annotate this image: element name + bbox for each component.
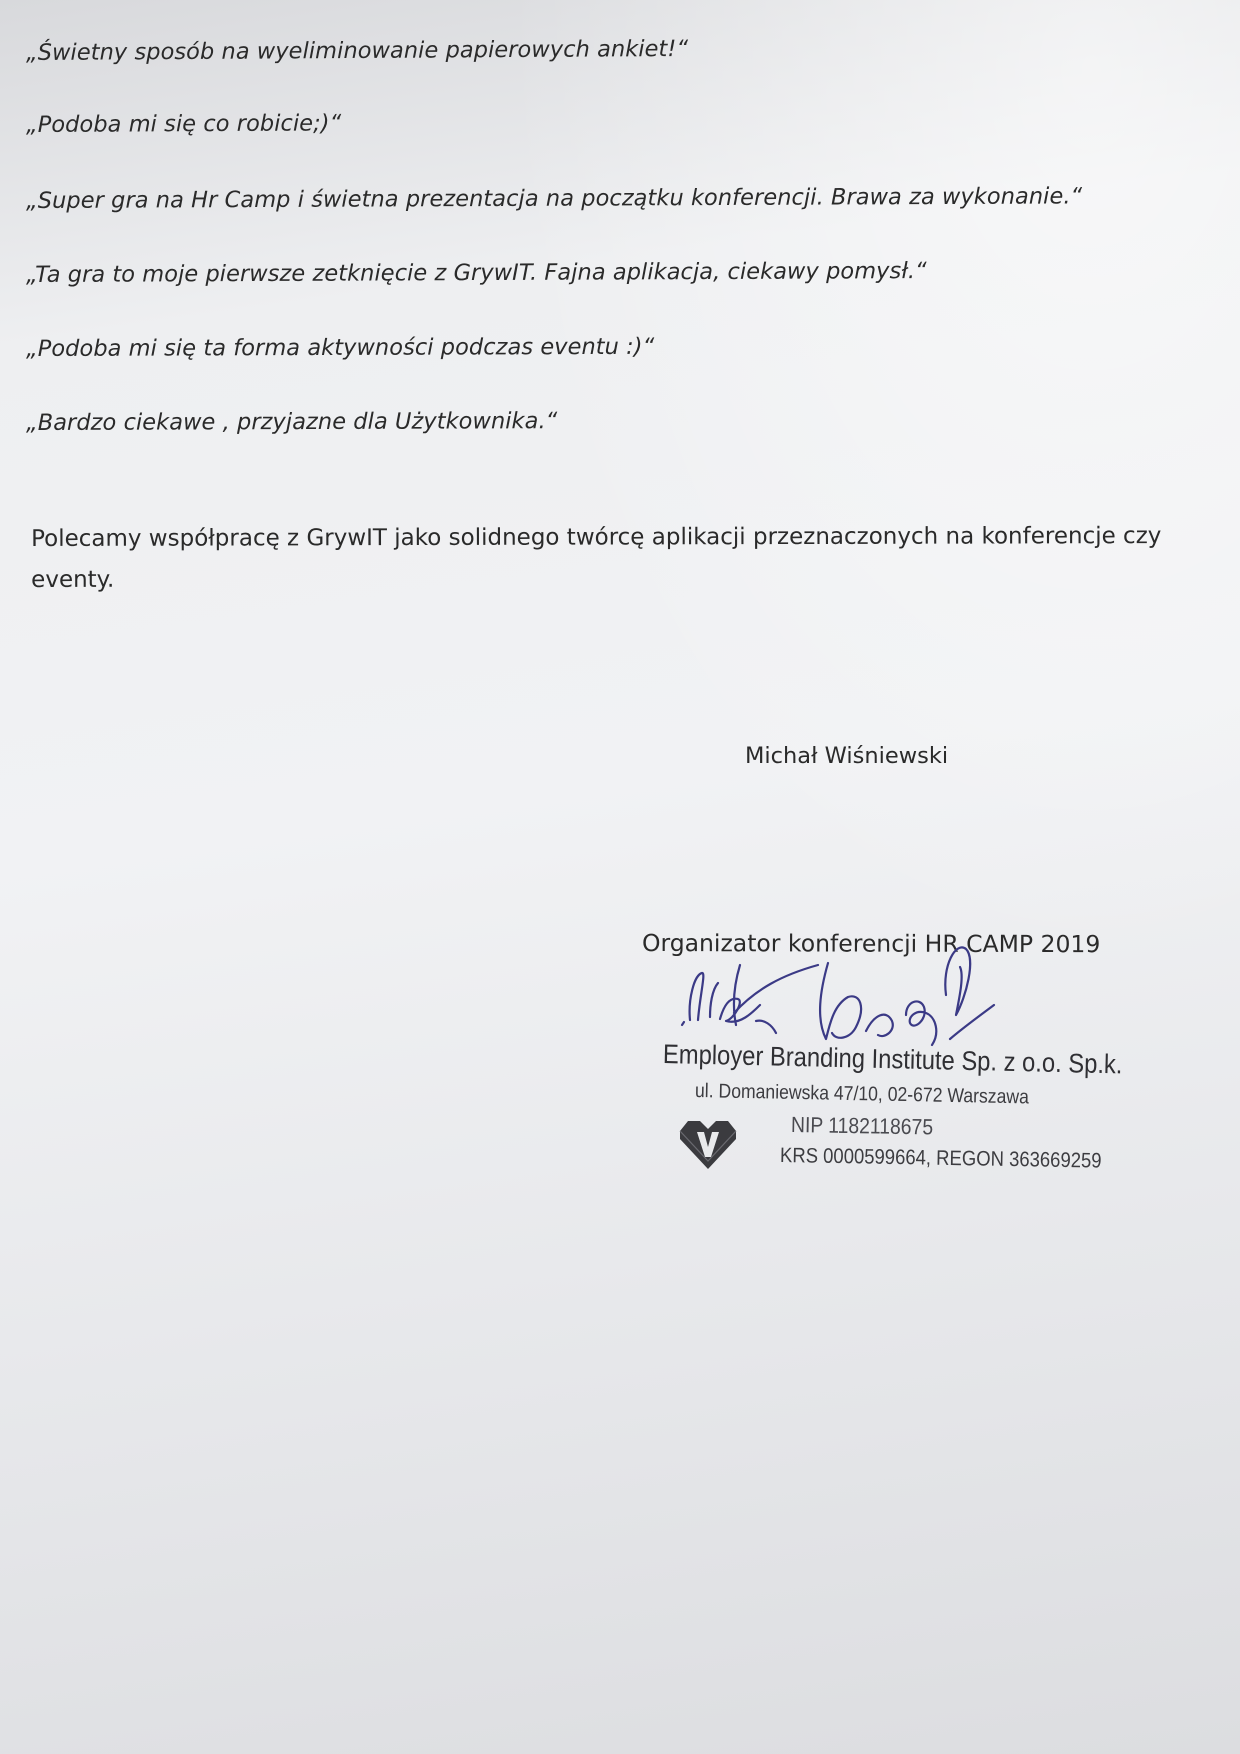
stamp-nip: NIP 1182118675: [790, 1112, 934, 1140]
quote-3: „Super gra na Hr Camp i świetna prezentacja na początku konferencji. Brawa za wykonanie.“: [25, 183, 1083, 214]
stamp-company-name: Employer Branding Institute Sp. z o.o. Sp.k.: [662, 1039, 1123, 1080]
quote-1: „Świetny sposób na wyeliminowanie papierowych ankiet!“: [25, 35, 689, 66]
quote-6: „Bardzo ciekawe , przyjazne dla Użytkownika.“: [25, 408, 558, 436]
stamp-address: ul. Domaniewska 47/10, 02-672 Warszawa: [694, 1080, 1030, 1109]
organizer-role: Organizator konferencji HR CAMP 2019: [641, 929, 1101, 959]
quote-2: „Podoba mi się co robicie;)“: [25, 110, 342, 138]
signer-name: Michał Wiśniewski: [745, 743, 949, 769]
quote-4: „Ta gra to moje pierwsze zetknięcie z GrywIT. Fajna aplikacja, ciekawy pomysł.“: [25, 258, 927, 288]
stamp-krs-regon: KRS 0000599664, REGON 363669259: [779, 1144, 1102, 1173]
recommendation-paragraph: Polecamy współpracę z GrywIT jako solidnego twórcę aplikacji przeznaczonych na konferencje czy eventy.: [31, 523, 1162, 593]
quote-5: „Podoba mi się ta forma aktywności podczas eventu :)“: [25, 333, 655, 362]
v-heart-logo-icon: [678, 1117, 738, 1171]
